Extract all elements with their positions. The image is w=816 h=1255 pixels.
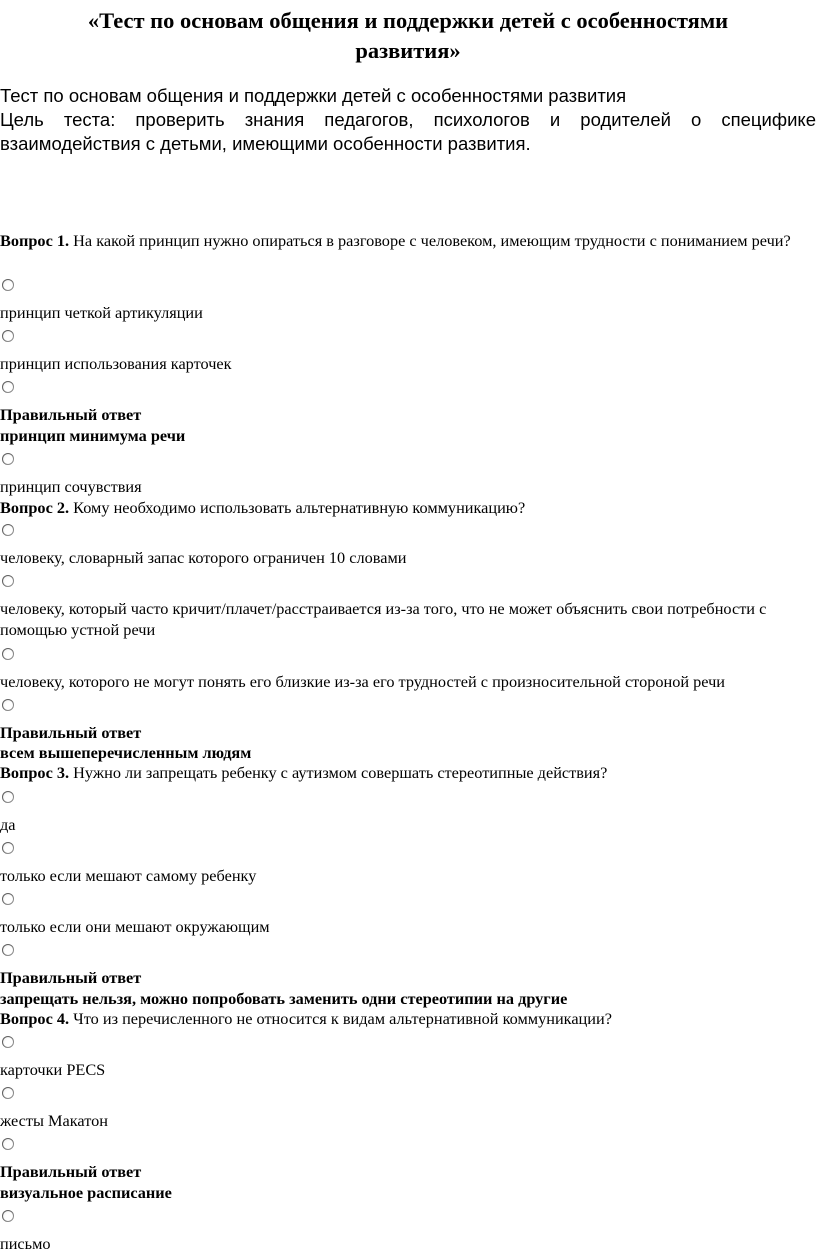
q1-option-3-radio[interactable]: [2, 381, 14, 393]
q1-option-2-radio[interactable]: [2, 330, 14, 342]
question-4-text: Что из перечисленного не относится к видам альтернативной коммуникации?: [73, 1009, 612, 1028]
q3-option-4-radio[interactable]: [2, 944, 14, 956]
q4-option-1-radio[interactable]: [2, 1036, 14, 1048]
question-3-label: Вопрос 3.: [0, 763, 70, 782]
q1-option-2-label: принцип использования карточек: [0, 354, 232, 373]
question-3: [0, 762, 607, 783]
q3-option-1-radio[interactable]: [2, 791, 14, 803]
question-3-text: Нужно ли запрещать ребенку с аутизмом совершать стереотипные действия?: [73, 763, 608, 782]
q4-option-4-label: письмо: [0, 1234, 51, 1253]
q2-option-3-label: человеку, которого не могут понять его близкие из-за его трудностей с произносительной стороной речи: [0, 672, 726, 691]
q4-option-3-radio[interactable]: [2, 1138, 14, 1150]
q2-option-1-radio[interactable]: [2, 524, 14, 536]
q2-option-4-radio[interactable]: [2, 699, 14, 711]
test-intro: [0, 84, 816, 156]
q3-option-2-label: только если мешают самому ребенку: [0, 866, 257, 885]
q3-option-1-label: да: [0, 815, 16, 834]
q2-correct-heading: Правильный ответ: [0, 723, 142, 742]
q4-correct-heading: Правильный ответ: [0, 1162, 142, 1181]
q2-option-2-radio[interactable]: [2, 575, 14, 587]
q4-option-2-radio[interactable]: [2, 1087, 14, 1099]
question-1-text: На какой принцип нужно опираться в разговоре с человеком, имеющим трудности с пониманием речи?: [73, 231, 791, 250]
q1-option-1-label: принцип четкой артикуляции: [0, 303, 203, 322]
q3-correct-answer: запрещать нельзя, можно попробовать заменить одни стереотипии на другие: [0, 989, 568, 1008]
question-2: [0, 497, 525, 518]
question-1: [0, 230, 812, 251]
q1-option-1-radio[interactable]: [2, 279, 14, 291]
q4-option-4-radio[interactable]: [2, 1210, 14, 1222]
question-1-label: Вопрос 1.: [0, 231, 70, 250]
q2-correct-answer: всем вышеперечисленным людям: [0, 743, 252, 762]
q2-option-3-radio[interactable]: [2, 648, 14, 660]
page-title: «Тест по основам общения и поддержки детей с особенностями развития»: [87, 8, 729, 63]
intro-goal: Цель теста: проверить знания педагогов, психологов и родителей о специфике взаимодействия с детьми, имеющими особенности развития.: [0, 109, 816, 154]
q2-option-1-label: человеку, словарный запас которого ограничен 10 словами: [0, 548, 407, 567]
q3-option-3-radio[interactable]: [2, 893, 14, 905]
q3-option-3-label: только если они мешают окружающим: [0, 917, 270, 936]
question-4: [0, 1008, 612, 1029]
question-2-label: Вопрос 2.: [0, 498, 70, 517]
q4-correct-answer: визуальное расписание: [0, 1183, 172, 1202]
q3-option-2-radio[interactable]: [2, 842, 14, 854]
q3-correct-heading: Правильный ответ: [0, 968, 142, 987]
question-4-label: Вопрос 4.: [0, 1009, 70, 1028]
q1-correct-heading: Правильный ответ: [0, 405, 142, 424]
q1-correct-answer: принцип минимума речи: [0, 426, 186, 445]
question-2-text: Кому необходимо использовать альтернативную коммуникацию?: [73, 498, 526, 517]
q1-option-4-radio[interactable]: [2, 453, 14, 465]
q1-option-4-label: принцип сочувствия: [0, 477, 142, 496]
q2-option-2-label: человеку, который часто кричит/плачет/расстраивается из-за того, что не может объяснить свои потребности с помощью устной речи: [0, 599, 767, 639]
q4-option-2-label: жесты Макатон: [0, 1111, 108, 1130]
q4-option-1-label: карточки PECS: [0, 1060, 106, 1079]
intro-heading: Тест по основам общения и поддержки детей с особенностями развития: [0, 85, 627, 106]
